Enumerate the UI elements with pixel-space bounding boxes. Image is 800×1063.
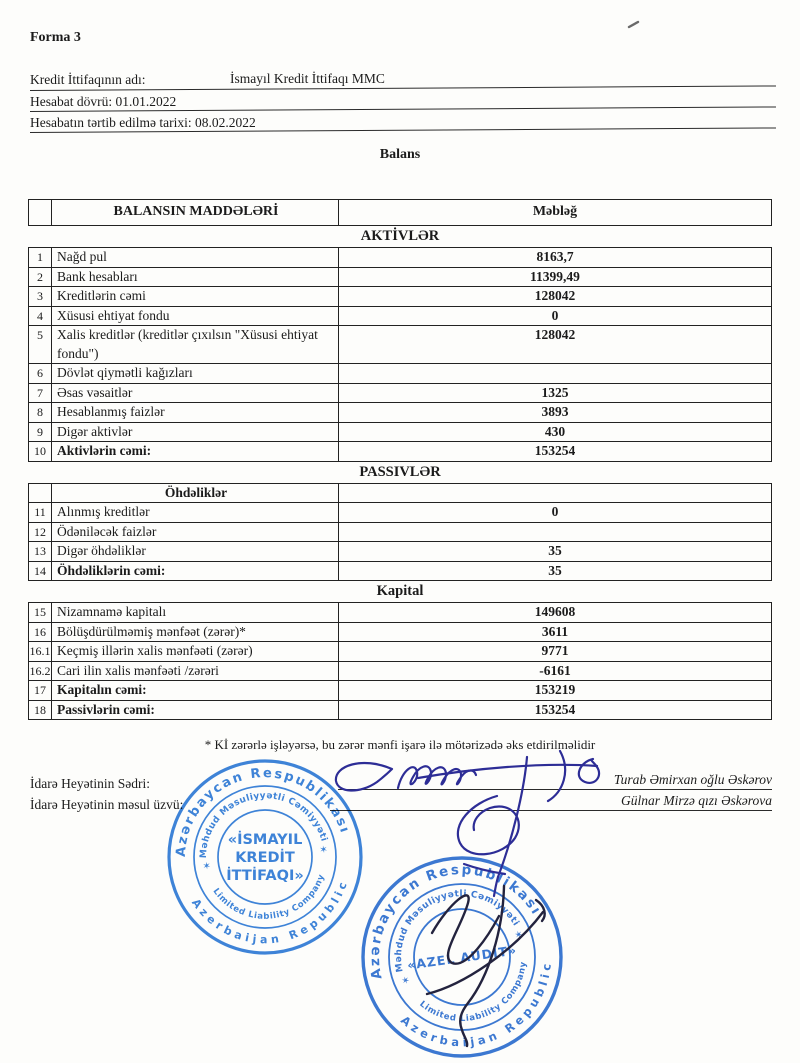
credit-union-name-label: Kredit İttifaqının adı:	[30, 72, 146, 87]
row-label: Bank hesabları	[52, 268, 339, 287]
table-row	[29, 325, 771, 363]
stamp-inner-bottom-text: Limited Liability Company	[417, 960, 529, 1025]
row-value: 153219	[534, 682, 576, 697]
row-label: Xüsusi ehtiyat fondu	[52, 307, 339, 326]
azel-audit-stamp	[356, 851, 568, 1063]
row-value: 0	[551, 307, 559, 323]
subsection-label: Öhdəliklər	[52, 484, 339, 503]
section-title-passivler: PASSIVLƏR	[359, 463, 441, 480]
row-value: 3893	[541, 404, 569, 419]
row-value	[339, 484, 771, 503]
row-label: Alınmış kreditlər	[52, 503, 339, 522]
row-num: 5	[29, 326, 52, 363]
table-row-total-capital	[29, 680, 771, 700]
row-value: 35	[548, 543, 562, 558]
chairman-label: İdarə Heyətinin Sədri:	[30, 776, 150, 791]
table-row	[29, 306, 771, 326]
stamp-center-line-1: «AZEL AUDİT»	[406, 942, 518, 973]
row-num: 10	[29, 442, 52, 461]
stamp-outer-top-text: Azərbaycan Respublikası	[366, 861, 545, 981]
ismayil-credit-union-stamp	[163, 755, 367, 959]
row-value: 8163,7	[536, 249, 574, 264]
table-row	[29, 383, 771, 403]
row-value: 153254	[534, 443, 576, 458]
report-period-label: Hesabat dövrü: 01.01.2022	[30, 94, 177, 109]
row-value: 153254	[534, 701, 576, 717]
section-title-kapital: Kapital	[376, 583, 424, 599]
row-value: 35	[548, 562, 562, 578]
stamp-outer-top-text: Azərbaycan Respublikası	[173, 765, 353, 858]
loss-footnote: * Kİ zərərlə işləyərsə, bu zərər mənfi işarə ilə mötərizədə əks etdirilməlidir	[204, 737, 596, 752]
row-value: 128042	[534, 327, 576, 342]
table-row	[29, 267, 771, 287]
header-num-cell	[29, 200, 52, 225]
row-num: 2	[29, 268, 52, 287]
row-num: 11	[29, 503, 52, 522]
page-title: Balans	[379, 147, 421, 162]
row-label: Nağd pul	[52, 248, 339, 267]
row-value: 3611	[541, 623, 569, 639]
row-num: 8	[29, 403, 52, 422]
signature-line-2	[330, 810, 772, 811]
table-row	[29, 622, 771, 642]
table-row-total-liabilities	[29, 561, 771, 581]
row-value: -6161	[539, 662, 571, 678]
row-num: 7	[29, 384, 52, 403]
stamp-center-line-1: «İSMAYIL	[227, 832, 303, 848]
subsection-ohdelikler	[29, 484, 771, 503]
row-num	[29, 484, 52, 503]
row-label: Cari ilin xalis mənfəəti /zərəri	[52, 662, 339, 681]
balance-table	[28, 199, 772, 720]
row-label: Keçmiş illərin xalis mənfəəti (zərər)	[52, 642, 339, 661]
table-row	[29, 286, 771, 306]
row-value: 128042	[534, 288, 576, 303]
signature-line-1	[338, 789, 772, 790]
chairman-name: Turab Əmirxan oğlu Əskərov	[613, 772, 772, 787]
row-num: 14	[29, 562, 52, 581]
header-amount-cell: Məbləğ	[532, 204, 578, 220]
row-label: Dövlət qiymətli kağızları	[52, 364, 339, 383]
row-num: 9	[29, 423, 52, 442]
stamp-center-line-3: İTTİFAQI»	[226, 868, 304, 884]
table-row	[29, 402, 771, 422]
row-label: Bölüşdürülməmiş mənfəət (zərər)*	[52, 623, 339, 642]
row-label: Nizamnamə kapitalı	[52, 603, 339, 622]
row-label: Digər öhdəliklər	[52, 542, 339, 561]
stamp-star-icon: ✶	[513, 928, 526, 943]
row-num: 17	[29, 681, 52, 700]
table-row	[29, 661, 771, 681]
table-row	[29, 363, 771, 383]
row-num: 16.2	[29, 662, 52, 681]
credit-union-name-value: İsmayıl Kredit İttifaqı MMC	[230, 71, 385, 86]
stamp-inner-bottom-text: Limited Liability Company	[210, 872, 328, 922]
row-label: Passivlərin cəmi:	[52, 701, 339, 720]
stamp-inner-top-text: Məhdud Məsuliyyətli Cəmiyyəti	[198, 791, 329, 859]
row-label: Ödəniləcək faizlər	[52, 523, 339, 542]
stamp-inner-top-text: Məhdud Məsuliyyətli Cəmiyyəti	[394, 889, 521, 973]
row-label: Digər aktivlər	[52, 423, 339, 442]
table-row	[29, 248, 771, 267]
row-label: Kapitalın cəmi:	[52, 681, 339, 700]
row-num: 18	[29, 701, 52, 720]
row-label: Kreditlərin cəmi	[52, 287, 339, 306]
row-label: Xalis kreditlər (kreditlər çıxılsın "Xüsusi ehtiyat fondu")	[52, 326, 339, 363]
row-label: Hesablanmış faizlər	[52, 403, 339, 422]
table-header-block	[28, 199, 772, 226]
stamp-center-line-2: KREDİT	[235, 850, 295, 866]
svg-text:Limited Liability Company	[416, 957, 543, 1041]
row-value	[339, 523, 771, 542]
stamp-star-icon: ✶	[400, 974, 412, 988]
pen-mark	[629, 22, 638, 27]
table-row	[29, 422, 771, 442]
header-item-cell: BALANSIN MADDƏLƏRİ	[52, 200, 339, 225]
row-num: 16.1	[29, 642, 52, 661]
row-num: 16	[29, 623, 52, 642]
row-label: Öhdəliklərin cəmi:	[52, 562, 339, 581]
row-label: Əsas vəsaitlər	[52, 384, 339, 403]
table-row	[29, 603, 771, 622]
row-num: 4	[29, 307, 52, 326]
row-num: 15	[29, 603, 52, 622]
row-value: 11399,49	[530, 268, 580, 284]
aktivler-block	[28, 247, 772, 462]
stamp-outer-bottom-text: Azerbaijan Republic	[398, 959, 555, 1050]
form-number-label: Forma 3	[30, 30, 81, 45]
stamp-star-icon: ✶	[318, 844, 329, 857]
stamp-outer-bottom-text: Azerbaijan Republic	[189, 876, 351, 947]
table-row-total-assets	[29, 441, 771, 461]
responsible-member-name: Gülnar Mirzə qızı Əskərova	[621, 793, 772, 808]
row-value	[339, 364, 771, 383]
row-value: 1325	[541, 384, 569, 400]
row-value: 149608	[534, 604, 576, 619]
row-num: 6	[29, 364, 52, 383]
row-num: 1	[29, 248, 52, 267]
row-num: 12	[29, 523, 52, 542]
responsible-member-label: İdarə Heyətinin məsul üzvü:	[30, 797, 184, 812]
row-label: Aktivlərin cəmi:	[52, 442, 339, 461]
passivler-block	[28, 483, 772, 582]
section-title-aktivler: AKTİVLƏR	[360, 228, 440, 244]
row-num: 3	[29, 287, 52, 306]
table-row-total-passives	[29, 700, 771, 720]
table-header-row	[29, 200, 771, 225]
row-value: 0	[551, 504, 559, 519]
stamp-star-icon: ✶	[201, 860, 212, 873]
table-row	[29, 502, 771, 522]
table-row	[29, 641, 771, 661]
row-num: 13	[29, 542, 52, 561]
row-value: 430	[544, 423, 566, 439]
report-date-label: Hesabatın tərtib edilmə tarixi: 08.02.2022	[30, 115, 256, 130]
table-row	[29, 522, 771, 542]
row-value: 9771	[541, 643, 569, 658]
kapital-block	[28, 602, 772, 720]
table-row	[29, 541, 771, 561]
